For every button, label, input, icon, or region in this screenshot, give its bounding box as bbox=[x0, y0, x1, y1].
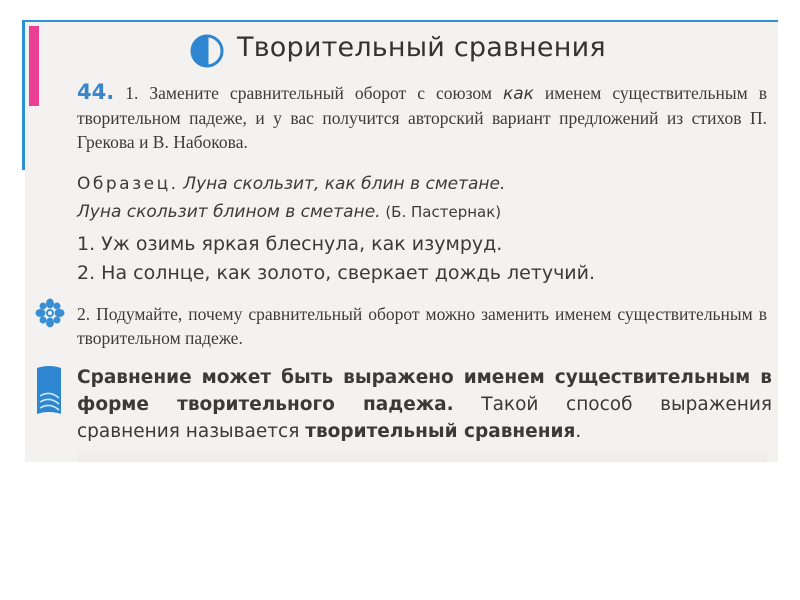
task-1-conjunction: как bbox=[502, 84, 534, 104]
textbook-page bbox=[25, 22, 778, 462]
rule-bold-text: Сравнение может быть выражено именем существительным в форме творительного падежа. bbox=[77, 367, 772, 415]
task-1 bbox=[77, 80, 767, 154]
list-item: 1. Уж озимь яркая блеснула, как изумруд. bbox=[77, 233, 503, 255]
book-icon bbox=[35, 364, 63, 418]
example-line-2: Луна скользит блином в сметане. bbox=[77, 202, 381, 222]
task-2: 2. Подумайте, почему сравнительный оборот можно заменить именем существительным в творительном падеже. bbox=[77, 304, 767, 348]
example-line-1: Луна скользит, как блин в сметане. bbox=[183, 174, 506, 194]
task-1-text-end: именем существительным в творительном падеже, и у вас получится авторский вариант предложений из стихов П. Грекова и В. Набокова. bbox=[77, 83, 768, 152]
snowflake-icon bbox=[35, 298, 65, 328]
rule-block bbox=[77, 364, 772, 445]
example-block bbox=[77, 170, 767, 226]
page-title: Творительный сравнения bbox=[237, 32, 606, 63]
exercise-number: 44. bbox=[77, 80, 115, 104]
rule-term: творительный сравнения bbox=[305, 421, 576, 442]
list-item: 2. На солнце, как золото, сверкает дождь летучий. bbox=[77, 262, 596, 284]
sentence-list bbox=[77, 230, 767, 288]
rule-end: . bbox=[575, 421, 582, 442]
example-source: (Б. Пастернак) bbox=[385, 203, 502, 221]
half-circle-icon bbox=[190, 34, 224, 68]
faded-bleed-through bbox=[77, 448, 767, 462]
example-label: Образец. bbox=[77, 174, 179, 194]
rule-text: Такой способ выражения сравнения называется bbox=[77, 394, 772, 442]
pink-bookmark bbox=[29, 26, 39, 106]
task-1-text: 1. Замените сравнительный оборот с союзом bbox=[114, 83, 503, 103]
